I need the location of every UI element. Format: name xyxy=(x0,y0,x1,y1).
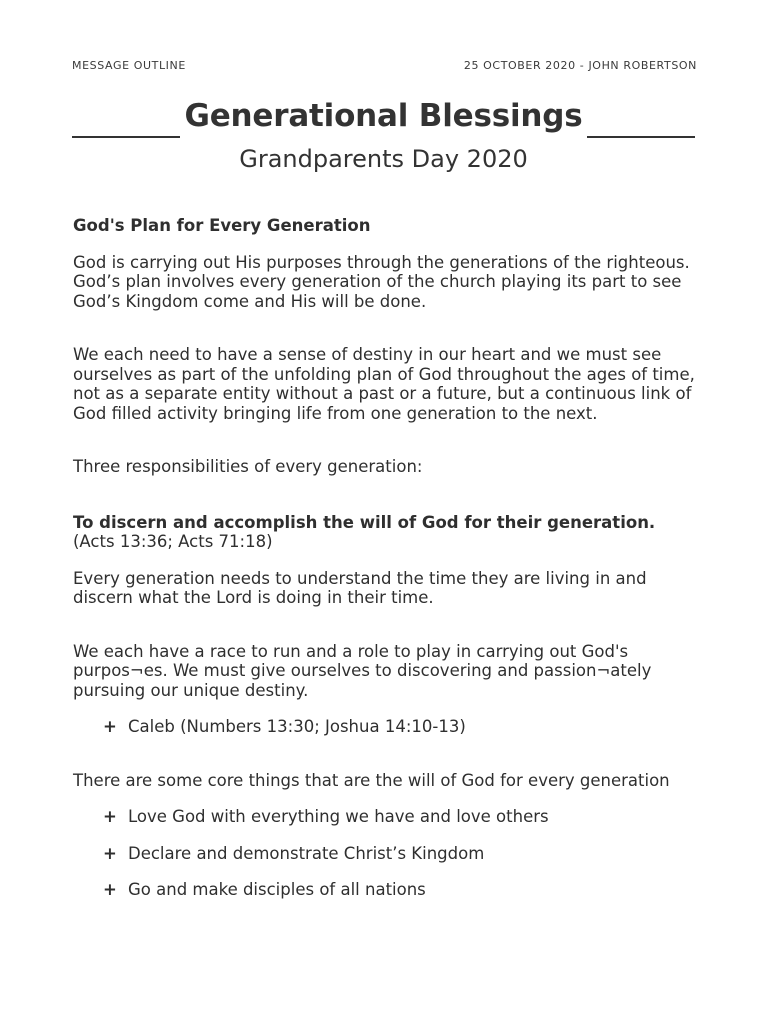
plus-bullet-icon: + xyxy=(103,807,117,826)
page-title: Generational Blessings xyxy=(184,98,583,134)
title-rule-left xyxy=(72,136,180,138)
list-item: + Love God with everything we have and love others xyxy=(103,807,549,826)
plus-bullet-icon: + xyxy=(103,717,117,736)
plus-bullet-icon: + xyxy=(103,843,117,863)
paragraph-4: Every generation needs to understand the time they are living in and discern what the Lord is doing in their time. xyxy=(73,568,647,607)
title-rule-right xyxy=(587,136,695,138)
paragraph-5: We each have a race to run and a role to play in carrying out God's purpos¬es. We must give ourselves to discovering and passion¬ately pursuing our unique destiny. xyxy=(73,641,652,700)
point-1 xyxy=(73,513,698,552)
paragraph-1: God is carrying out His purposes through the generations of the righteous. God’s plan involves every generation of the church playing its part to see God’s Kingdom come and His will be done. xyxy=(73,252,690,311)
section-heading: God's Plan for Every Generation xyxy=(73,216,371,235)
list-item: + Go and make disciples of all nations xyxy=(103,880,426,899)
title-row xyxy=(72,96,695,140)
point-1-statement: To discern and accomplish the will of God for their generation. xyxy=(73,512,656,532)
page-subtitle: Grandparents Day 2020 xyxy=(239,145,528,173)
list-item: + Declare and demonstrate Christ’s Kingdom xyxy=(103,843,485,863)
document-label: MESSAGE OUTLINE xyxy=(72,59,186,72)
example-list xyxy=(73,717,698,737)
paragraph-2: We each need to have a sense of destiny in our heart and we must see ourselves as part of the unfolding plan of God throughout the ages of time, not as a separate entity without a past or a future, but a continuous link of God filled activity bringing life from one generation to the next. xyxy=(73,345,695,423)
core-things-list xyxy=(73,807,698,900)
date-author-line: 25 OCTOBER 2020 - JOHN ROBERTSON xyxy=(463,59,697,72)
list-item: + Caleb (Numbers 13:30; Joshua 14:10-13) xyxy=(103,717,466,736)
paragraph-3: Three responsibilities of every generation: xyxy=(73,457,423,476)
paragraph-6: There are some core things that are the will of God for every generation xyxy=(73,770,670,790)
message-content xyxy=(73,216,698,900)
plus-bullet-icon: + xyxy=(103,880,117,899)
point-1-reference: (Acts 13:36; Acts 71:18) xyxy=(73,532,273,551)
